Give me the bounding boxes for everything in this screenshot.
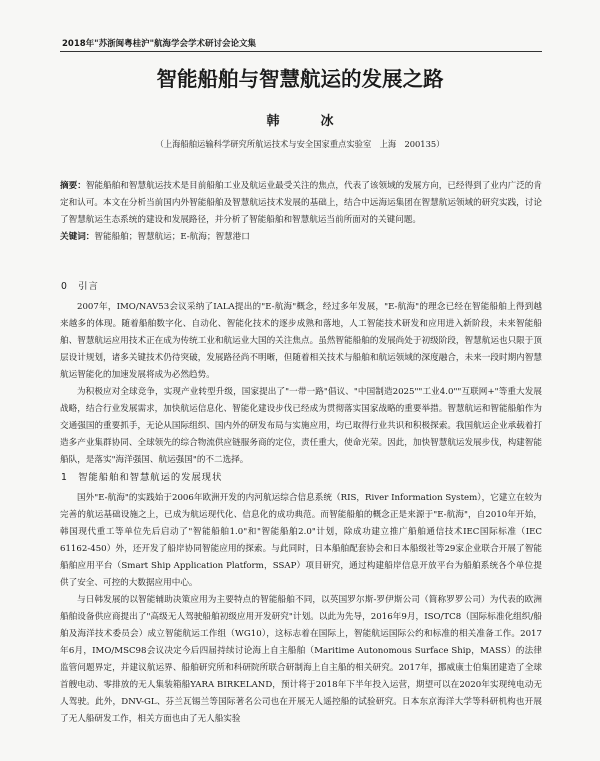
keywords-label: 关键词： — [60, 232, 95, 242]
abstract — [60, 178, 542, 229]
body-text — [60, 278, 542, 728]
abstract-block — [60, 178, 542, 246]
status-paragraph-2: 与日韩发展的以智能辅助决策应用为主要特点的智能船舶不同，以英国罗尔斯-罗伊斯公司（简称罗罗公司）为代表的欧洲船舶设备供应商提出了"高级无人驾驶船舶初级应用开发研究"计划。以此为先导，2016年9月，ISO/TC8（国际标准化组织/船舶及海洋技术委员会）成立智能航运工作组（WG10），这标志着在国际上，智能航运国际公约和标准的相关准备工作。2017年6月，IMO/MSC98会议决定今后四届持续讨论海上自主船舶（Maritime Autonomous Surface Ship，MASS）的法律监管问题界定，并建议航运界、船舶研究所和科研院所联合研制海上自主船的相关研究。2017年，挪威康士伯集团建造了全球首艘电动、零排放的无人集装箱船YARA BIRKELAND，预计将于2018年下半年投入运营，期望可以在2020年实现纯电动无人驾驶。此外，DNV-GL、芬兰瓦锡兰等国际著名公司也在开展无人遥控船的试验研究。日本东京海洋大学等科研机构也开展了无人船研发工作，相关方面也由了无人船实验 — [60, 595, 542, 724]
running-header: 2018年"苏浙闽粤桂沪"航海学会学术研讨会论文集 — [62, 39, 257, 49]
keywords — [60, 229, 542, 246]
abstract-text: 智能船舶和智慧航运技术是目前船舶工业及航运业最受关注的焦点，代表了该领域的发展方向，已经得到了业内广泛的肯定和认可。本文在分析当前国内外智能船舶及智慧航运技术发展的基础上，结合中远海运集团在智慧航运领域的研究实践，讨论了智慧航运生态系统的建设和发展路径，并分析了智能船舶和智慧航运当前所面对的关键问题。 — [60, 181, 542, 225]
author-name: 韩 冰 — [266, 114, 348, 129]
status-paragraph-1: 国外"E-航海"的实践始于2006年欧洲开发的内河航运综合信息系统（RIS，River Information System），它建立在较为完善的航运基础设施之上，已成为航运现代化、信息化的成功典范。而智能船舶的概念正是来源于"E-航海"，自2010年开始，韩国现代重工等单位先后启动了"智能船舶1.0"和"智能船舶2.0"计划，除成功建立推广船舶通信技术IEC国际标准（IEC 61162-450）外，还开发了船岸协同智能应用的探索。与此同时，日本船舶配套协会和日本船级社等29家企业联合开展了智能船舶应用平台（Smart Ship Application Platform，SSAP）项目研究，通过构建船岸信息开放平台为船舶系统各个单位提供了安全、可控的大数据应用中心。 — [60, 493, 542, 588]
keywords-text: 智能船舶；智慧航运；E-航海；智慧港口 — [94, 232, 250, 242]
author-affiliation: （上海船舶运输科学研究所航运技术与安全国家重点实验室 上海 200135） — [155, 139, 445, 149]
section-heading-intro: 0 引言 — [61, 281, 99, 292]
intro-paragraph-1: 2007年，IMO/NAV53会议采纳了IALA提出的"E-航海"概念，经过多年发展，"E-航海"的理念已经在智能船舶上得到越来越多的体现。随着船舶数字化、自动化、智能化技术的逐步成熟和落地，人工智能技术研发和应用进入新阶段，未来智能船舶、智慧航运应用技术正在成为传统工业和航运业大国的关注焦点。虽然智能船舶的发展尚处于初级阶段，智慧航运也只限于顶层设计规划，诸多关键技术仍待突破，发展路径尚不明晰，但随着相关技术与船舶和航运领域的深度融合，未来一段时期内智慧航运智能化的加速发展将成为必然趋势。 — [60, 302, 542, 380]
abstract-label: 摘要： — [60, 181, 86, 191]
intro-paragraph-2: 为积极应对全球竞争，实现产业转型升级，国家提出了"一带一路"倡议、"中国制造2025""工业4.0""互联网+"等重大发展战略，结合行业发展需求，加快航运信息化、智能化建设步伐已经成为贯彻落实国家战略的重要举措。智慧航运和智能船舶作为交通强国的重要抓手，无论从国际组织、国内外的研发布局与实施应用，均已取得行业共识和积极探索。我国航运企业承载着打造多产业集群协同、全球领先的综合物流供应链服务商的定位，责任重大，使命光荣。因此，加快智慧航运发展步伐，构建智能船队，是落实"海洋强国、航运强国"的不二选择。 — [60, 387, 542, 465]
section-heading-status: 1 智能船舶和智慧航运的发展现状 — [61, 472, 223, 483]
paper-title: 智能船舶与智慧航运的发展之路 — [156, 67, 444, 91]
header-rule — [60, 51, 542, 52]
